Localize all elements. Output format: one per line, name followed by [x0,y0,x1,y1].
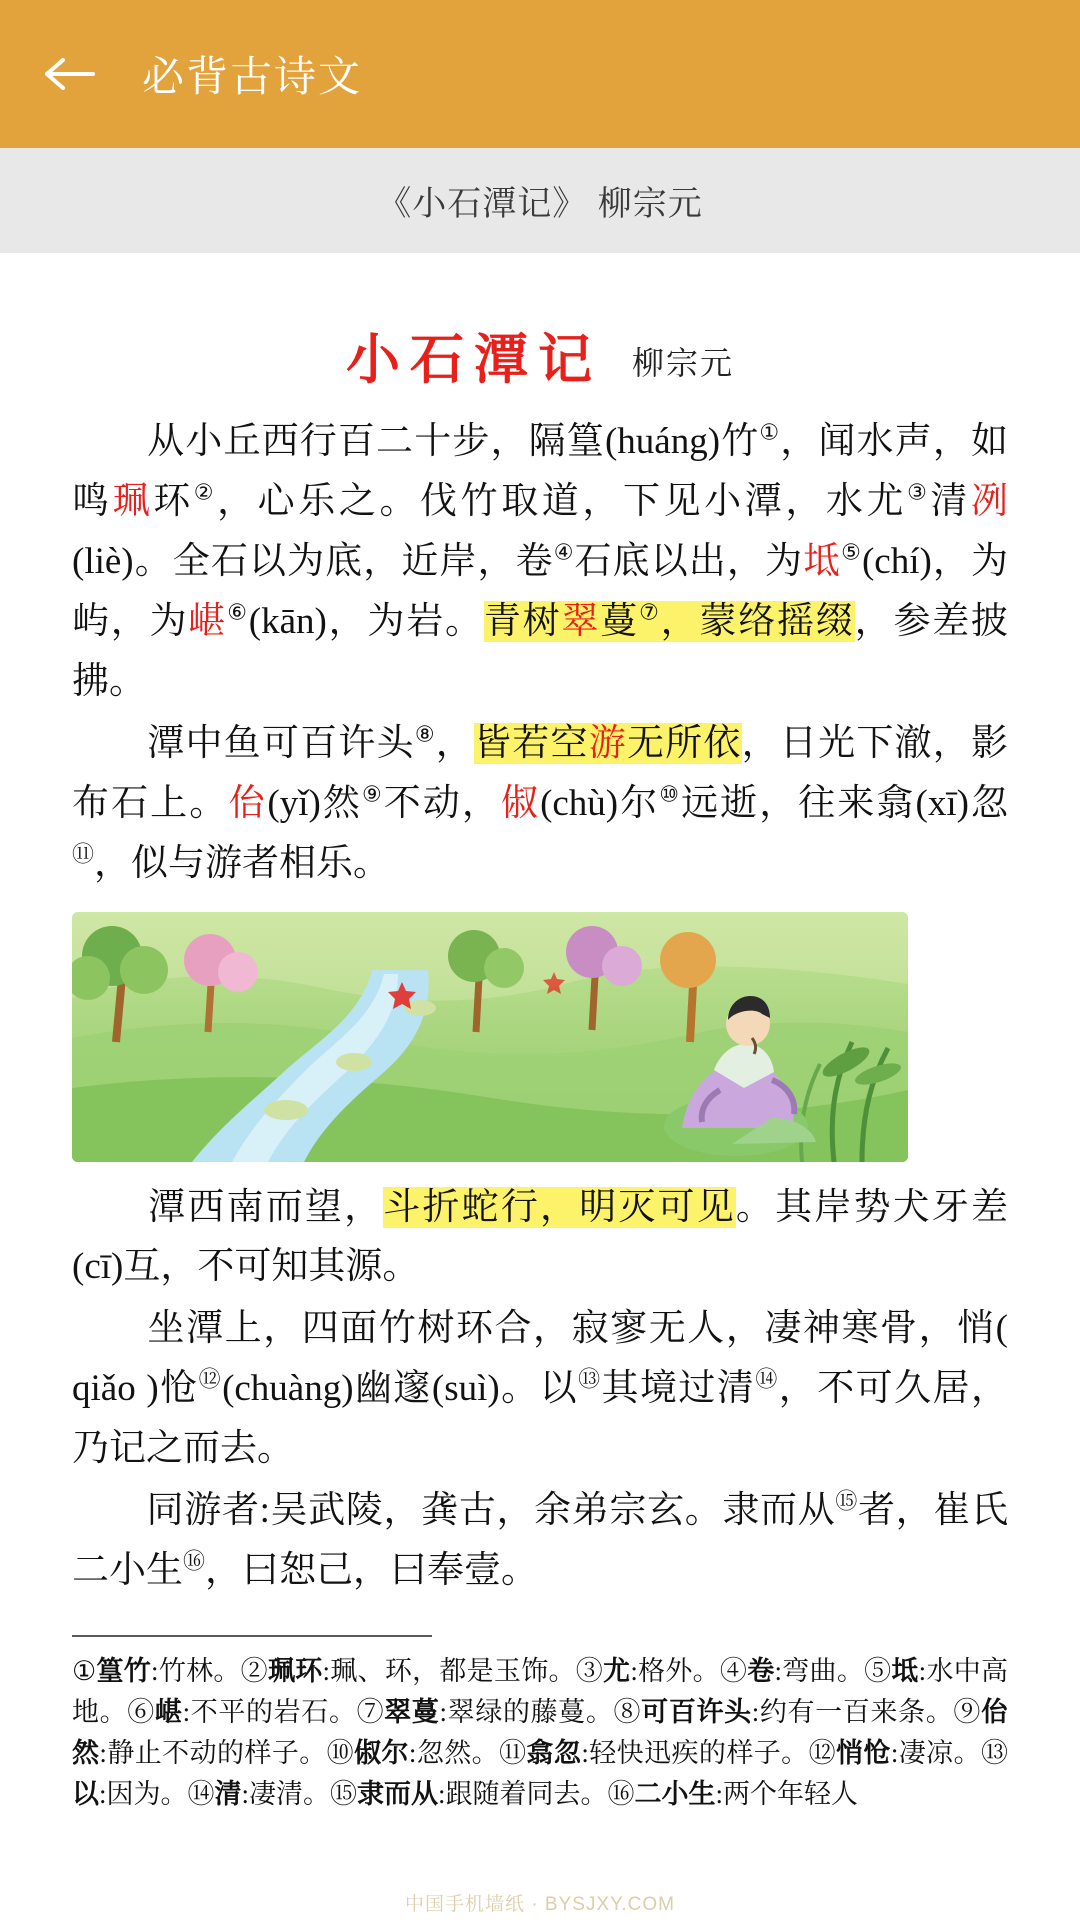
app-header [0,0,1080,148]
footnotes: ①篁竹:竹林。②珮环:珮、环，都是玉饰。③尤:格外。④卷:弯曲。⑤坻:水中高地。⑥嵁:不平的岩石。⑦翠蔓:翠绿的藤蔓。⑧可百许头:约有一百来条。⑨佁然:静止不动的样子。⑩俶尔:忽然。⑪翕忽:轻快迅疾的样子。⑫悄怆:凄凉。⑬以:因为。⑭清:凄清。⑮隶而从:跟随着同去。⑯二小生:两个年轻人 [72,1656,1009,1810]
page-title: 必背古诗文 [142,53,363,100]
article-subtitle-bar [0,148,1080,253]
article-content[interactable] [0,253,1080,1920]
paragraph: 从小丘西行百二十步，隔篁(huáng)竹①，闻水声，如鸣珮环②，心乐之。伐竹取道，下见小潭，水尤③清冽(liè)。全石以为底，近岸，卷④石底以出，为坻⑤(chí)，为屿，为嵁⑥(kān)，为岩。青树翠蔓⑦，蒙络摇缀，参差披拂。 [72,419,1009,702]
paragraph: 同游者:吴武陵，龚古，余弟宗玄。隶而从⑮者，崔氏二小生⑯，曰恕己，曰奉壹。 [72,1488,1008,1592]
watermark-text: 中国手机墙纸 · BYSJXY.COM [405,1894,675,1915]
poem-author: 柳宗元 [631,345,734,381]
poem-heading [72,317,1008,394]
footnote-divider [72,1635,432,1637]
back-arrow-icon[interactable] [40,44,100,104]
poem-title: 小石潭记 [345,330,602,390]
paragraph: 潭中鱼可百许头⑧，皆若空游无所依，日光下澈，影布石上。佁(yǐ)然⑨不动，俶(chù)尔⑩远逝，往来翕(xī)忽⑪，似与游者相乐。 [72,721,1009,884]
article-subtitle: 《小石潭记》 柳宗元 [377,185,703,223]
landscape-stream-scholar-illustration [72,912,908,1162]
paragraph: 坐潭上，四面竹树环合，寂寥无人，凄神寒骨，悄( qiǎo )怆⑫(chuàng)幽邃(suì)。以⑬其境过清⑭，不可久居，乃记之而去。 [72,1308,1008,1470]
paragraph: 潭西南而望，斗折蛇行，明灭可见。其岸势犬牙差(cī)互，不可知其源。 [72,1186,1009,1288]
